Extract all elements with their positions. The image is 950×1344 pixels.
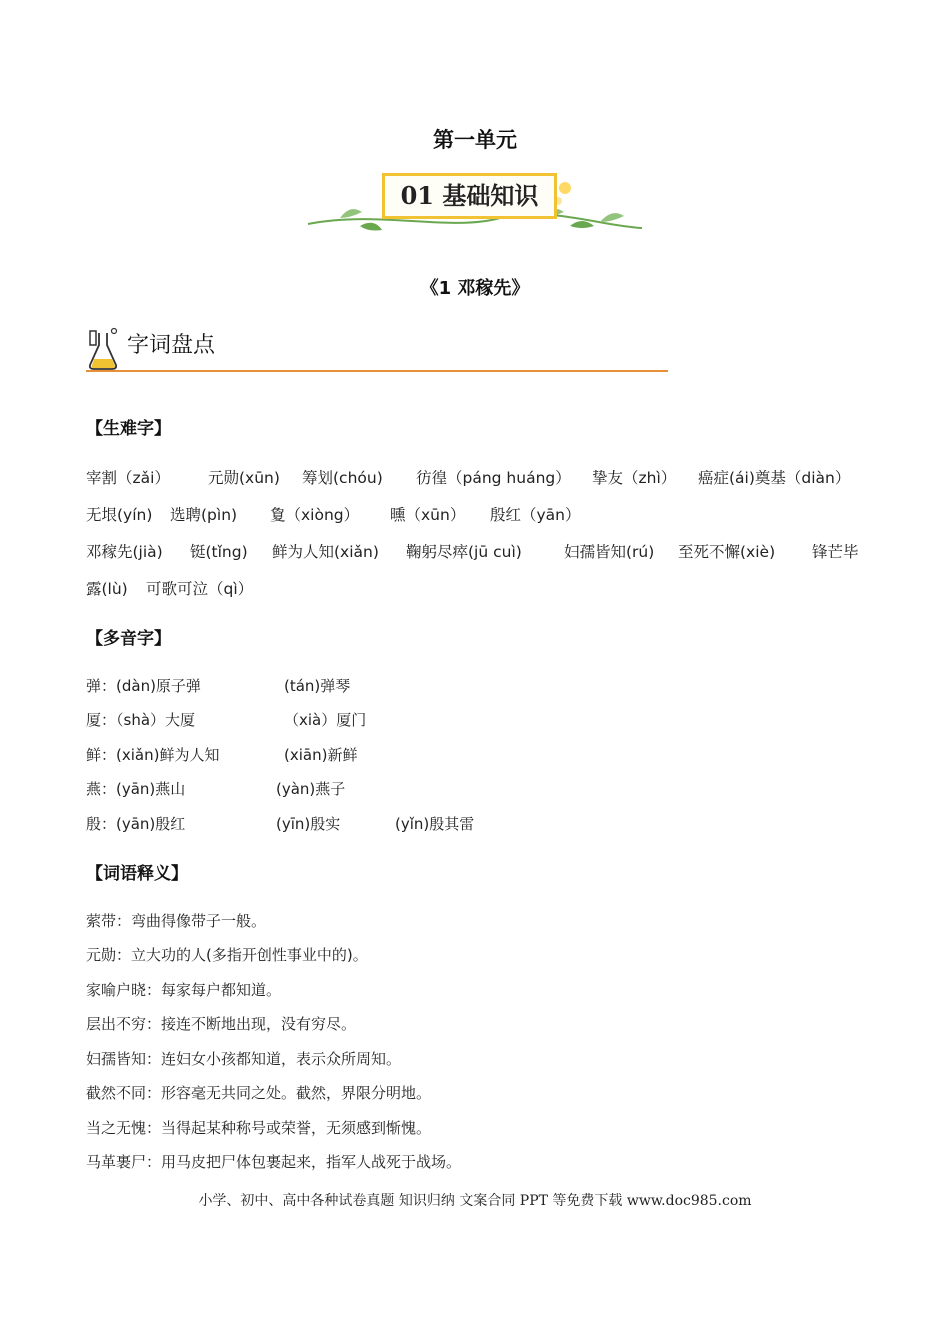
polyphone-reading: (yǐn)殷其雷 <box>395 815 475 833</box>
vocab-item: 无垠(yín) <box>86 506 153 524</box>
definition-item: 萦带：弯曲得像带子一般。 <box>86 912 267 930</box>
section-title: 字词盘点 <box>127 333 216 358</box>
definition-item: 妇孺皆知：连妇女小孩都知道，表示众所周知。 <box>86 1050 402 1068</box>
vocab-row <box>86 577 876 601</box>
polyphone-reading: (yīn)殷实 <box>276 815 341 833</box>
vocab-item: 露(lù) <box>86 580 128 598</box>
vocab-item: 铤(tǐng) <box>190 543 248 561</box>
lesson-title: 《1 邓稼先》 <box>420 278 530 299</box>
vocab-item: 曛（xūn） <box>390 506 466 524</box>
vocab-item: 鲜为人知(xiǎn) <box>272 543 379 561</box>
vocab-item: 至死不懈(xiè) <box>678 543 776 561</box>
vocab-row <box>86 540 876 564</box>
unit-title: 第一单元 <box>433 128 517 152</box>
vocab-item: 可歌可泣（qì） <box>146 580 254 598</box>
vocab-heading: 【生难字】 <box>86 419 171 439</box>
section-header <box>86 323 668 375</box>
vocab-item: 挚友（zhì） <box>592 469 677 487</box>
vocab-item: 彷徨（páng huáng） <box>416 469 571 487</box>
polyphone-row <box>86 777 586 801</box>
polyphone-reading: 殷：(yān)殷红 <box>86 815 186 833</box>
vocab-item: 妇孺皆知(rú) <box>564 543 655 561</box>
definition-item: 元勋：立大功的人(多指开创性事业中的)。 <box>86 946 368 964</box>
flask-icon <box>86 325 122 371</box>
vocab-item: 邓稼先(jià) <box>86 543 163 561</box>
title-banner <box>300 166 650 244</box>
vocab-item: 宰割（zǎi） <box>86 469 170 487</box>
vocab-item: 殷红（yān） <box>490 506 581 524</box>
vocab-item: 癌症(ái)奠基（diàn） <box>698 469 851 487</box>
vocab-item: 锋芒毕 <box>812 543 859 561</box>
polyphone-reading: (tán)弹琴 <box>284 677 351 695</box>
definition-item: 层出不穷：接连不断地出现，没有穷尽。 <box>86 1015 357 1033</box>
vocab-row <box>86 466 876 490</box>
polyphone-row <box>86 674 586 698</box>
polyphone-reading: (xiān)新鲜 <box>284 746 358 764</box>
definition-item: 马革裹尸：用马皮把尸体包裹起来，指军人战死于战场。 <box>86 1153 462 1171</box>
vocab-item: 选聘(pìn) <box>170 506 238 524</box>
vocab-item: 元勋(xūn) <box>208 469 280 487</box>
section-divider <box>86 370 668 372</box>
polyphone-row <box>86 812 586 836</box>
polyphone-row <box>86 743 586 767</box>
polyphone-reading: 燕：(yān)燕山 <box>86 780 186 798</box>
vocab-item: 筹划(chóu) <box>302 469 383 487</box>
polyphone-reading: 鲜：(xiǎn)鲜为人知 <box>86 746 220 764</box>
vocab-item: 鞠躬尽瘁(jū cuì) <box>406 543 522 561</box>
vocab-item: 夐（xiòng） <box>270 506 360 524</box>
polyphone-reading: （xià）厦门 <box>284 711 367 729</box>
polyphone-reading: 弹：(dàn)原子弹 <box>86 677 201 695</box>
polyphone-reading: (yàn)燕子 <box>276 780 346 798</box>
polyphone-reading: 厦：（shà）大厦 <box>86 711 196 729</box>
definition-item: 家喻户晓：每家每户都知道。 <box>86 981 282 999</box>
banner-title: 01 基础知识 <box>382 173 557 219</box>
definitions-heading: 【词语释义】 <box>86 864 188 884</box>
definition-item: 截然不同：形容毫无共同之处。截然，界限分明地。 <box>86 1084 432 1102</box>
vocab-row <box>86 503 876 527</box>
definition-item: 当之无愧：当得起某种称号或荣誉，无须感到惭愧。 <box>86 1119 432 1137</box>
polyphones-heading: 【多音字】 <box>86 629 171 649</box>
footer-note: 小学、初中、高中各种试卷真题 知识归纳 文案合同 PPT 等免费下载 www.doc985.com <box>198 1193 752 1209</box>
polyphone-row <box>86 708 586 732</box>
